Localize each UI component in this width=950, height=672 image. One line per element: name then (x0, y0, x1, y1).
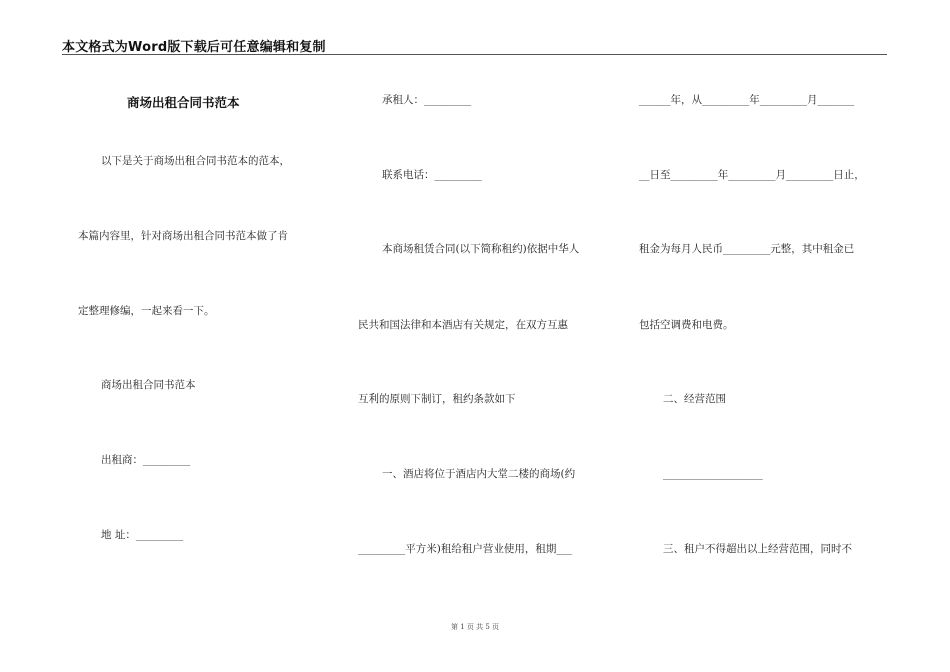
page-header-title: 本文格式为Word版下载后可任意编辑和复制 (62, 40, 326, 55)
paragraph-line: __日至_________年_________月_________日止， (639, 169, 865, 181)
paragraph-line: 本商场租赁合同(以下简称租约)依据中华人 (382, 243, 580, 255)
clause-line: 一、酒店将位于酒店内大堂二楼的商场(约 (382, 468, 576, 480)
paragraph-line: 以下是关于商场出租合同书范本的范本， (101, 155, 290, 167)
paragraph-line: 互利的原则下制订，租约条款如下 (358, 393, 516, 405)
paragraph-line: 商场出租合同书范本 (101, 379, 196, 391)
paragraph-line: 包括空调费和电费。 (639, 319, 734, 331)
document-title: 商场出租合同书范本 (127, 95, 240, 110)
paragraph-line: 定整理修编，一起来看一下。 (78, 305, 215, 317)
lessee-field: 承租人：_________ (382, 94, 472, 106)
paragraph-line: ______年，从_________年_________月_______ (639, 94, 855, 106)
paragraph-line: 民共和国法律和本酒店有关规定，在双方互惠 (358, 319, 568, 331)
blank-line: ___________________ (663, 468, 763, 480)
section-heading: 二、经营范围 (663, 393, 726, 405)
lessor-field: 出租商：_________ (101, 454, 191, 466)
paragraph-line: 租金为每月人民币_________元整，其中租金已 (639, 243, 855, 255)
header-divider (62, 54, 887, 55)
phone-field: 联系电话：_________ (382, 169, 482, 181)
paragraph-line: 本篇内容里，针对商场出租合同书范本做了肯 (78, 230, 288, 242)
page-number: 第 1 页 共 5 页 (450, 623, 500, 631)
clause-line: 三、租户不得超出以上经营范围，同时不 (663, 543, 852, 555)
address-field: 地 址：_________ (101, 529, 184, 541)
clause-line: _________平方米)租给租户营业使用，租期___ (358, 543, 573, 555)
